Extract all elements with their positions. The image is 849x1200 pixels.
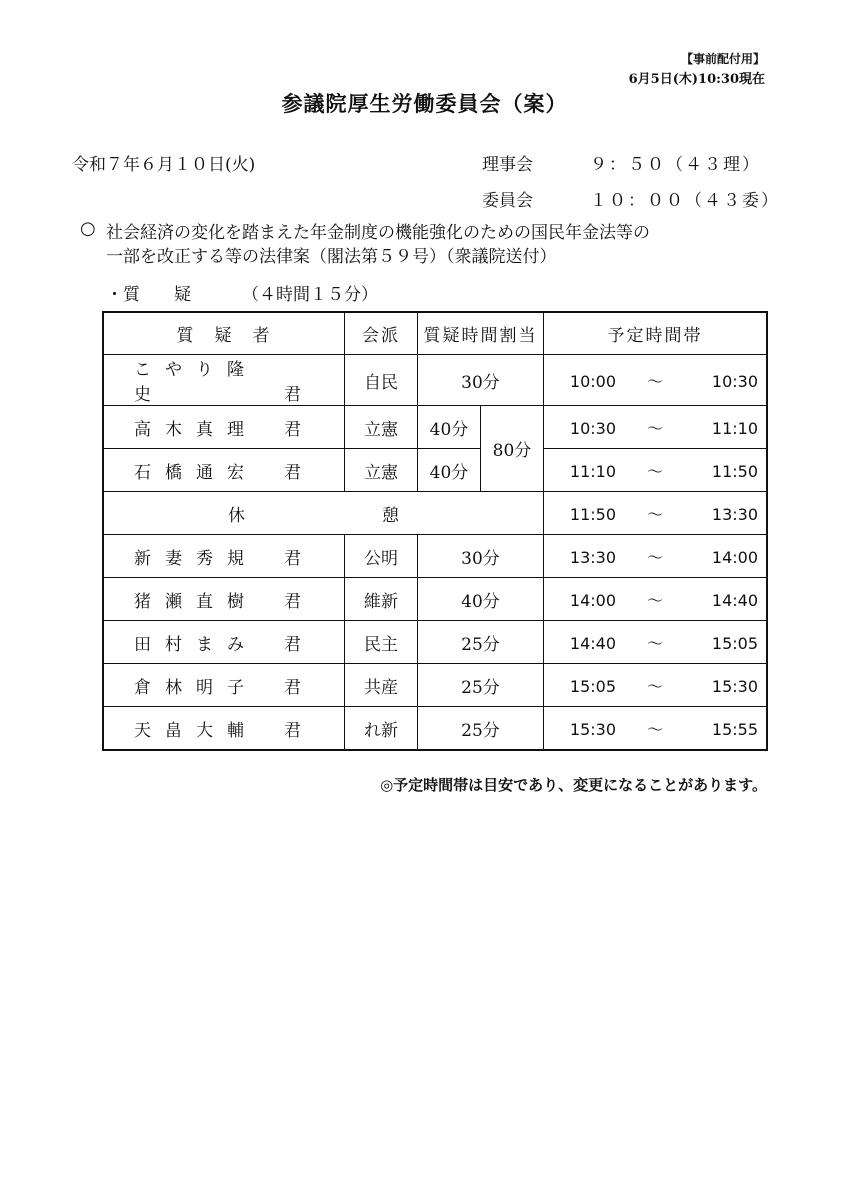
slot-start: 14:40 — [569, 633, 616, 653]
header-time-slot: 予定時間帯 — [544, 312, 768, 355]
table-header-row — [103, 312, 767, 355]
questioner-name — [103, 621, 345, 664]
slot-end: 14:00 — [711, 547, 758, 567]
slot-end: 15:55 — [711, 719, 758, 739]
slot-end: 15:05 — [711, 633, 758, 653]
party-cell: 維新 — [345, 578, 418, 621]
distribution-tag: 【事前配付用】 — [680, 52, 765, 66]
time-slot-cell — [544, 355, 768, 406]
honorific: 君 — [284, 385, 301, 405]
member-name: 高木真理 — [134, 419, 258, 440]
break-row — [103, 492, 767, 535]
slot-end: 14:40 — [711, 590, 758, 610]
time-slot-cell — [544, 707, 768, 751]
honorific: 君 — [284, 634, 301, 655]
slot-end: 10:30 — [711, 371, 758, 391]
time-slot-cell — [544, 621, 768, 664]
slot-start: 13:30 — [569, 547, 616, 567]
committee-meeting-time: １０：００（４３委） — [590, 191, 780, 211]
as-of-timestamp: 6月5日(木)10:30現在 — [628, 72, 765, 87]
allocation-cell: 25分 — [418, 621, 544, 664]
break-label: 休 憩 — [103, 492, 544, 535]
questioner-name — [103, 535, 345, 578]
slot-end: 11:50 — [711, 461, 758, 481]
range-tilde: ～ — [646, 719, 663, 739]
slot-end: 13:30 — [711, 504, 758, 524]
board-meeting-time: ９：５０（４３理） — [590, 155, 761, 175]
range-tilde: ～ — [646, 504, 663, 524]
committee-meeting-label: 委員会 — [482, 191, 533, 211]
questioning-schedule-table — [102, 311, 768, 751]
header-party: 会派 — [345, 312, 418, 355]
meeting-date: 令和７年６月１０日(火) — [72, 155, 256, 175]
questioner-name — [103, 406, 345, 449]
member-name: こやり隆史 — [134, 360, 258, 405]
slot-start: 15:05 — [569, 676, 616, 696]
member-name: 猪瀬直樹 — [134, 591, 258, 612]
bill-bullet-icon: ○ — [80, 218, 96, 239]
table-row — [103, 707, 767, 751]
qa-heading: ・質 疑 — [106, 285, 191, 305]
time-slot-cell — [544, 449, 768, 492]
questioner-name — [103, 664, 345, 707]
honorific: 君 — [284, 677, 301, 698]
table-row — [103, 535, 767, 578]
party-cell: 立憲 — [345, 406, 418, 449]
schedule-footnote: ◎予定時間帯は目安であり、変更になることがあります。 — [380, 776, 767, 794]
allocation-cell: 25分 — [418, 664, 544, 707]
range-tilde: ～ — [646, 371, 663, 391]
party-cell: 立憲 — [345, 449, 418, 492]
member-name: 石橋通宏 — [134, 462, 258, 483]
slot-start: 11:10 — [569, 461, 616, 481]
table-row — [103, 406, 767, 449]
time-slot-cell — [544, 535, 768, 578]
slot-start: 15:30 — [569, 719, 616, 739]
slot-end: 15:30 — [711, 676, 758, 696]
party-cell: 自民 — [345, 355, 418, 406]
bill-title-line-1: 社会経済の変化を踏まえた年金制度の機能強化のための国民年金法等の — [106, 223, 650, 243]
member-name: 天畠大輔 — [134, 720, 258, 741]
member-name: 倉林明子 — [134, 677, 258, 698]
bill-title-line-2: 一部を改正する等の法律案（閣法第５９号）（衆議院送付） — [106, 247, 557, 267]
combined-allocation-cell: 80分 — [481, 406, 544, 492]
slot-end: 11:10 — [711, 418, 758, 438]
allocation-cell: 40分 — [418, 406, 481, 449]
allocation-cell: 40分 — [418, 449, 481, 492]
party-cell: 共産 — [345, 664, 418, 707]
board-meeting-label: 理事会 — [482, 155, 533, 175]
slot-start: 14:00 — [569, 590, 616, 610]
honorific: 君 — [284, 720, 301, 741]
table-row — [103, 449, 767, 492]
header-questioner: 質 疑 者 — [103, 312, 345, 355]
time-slot-cell — [544, 578, 768, 621]
table-row — [103, 578, 767, 621]
qa-total-duration: （４時間１５分） — [242, 285, 378, 305]
table-row — [103, 664, 767, 707]
range-tilde: ～ — [646, 590, 663, 610]
slot-start: 10:30 — [569, 418, 616, 438]
honorific: 君 — [284, 462, 301, 483]
time-slot-cell — [544, 664, 768, 707]
time-slot-cell — [544, 492, 768, 535]
range-tilde: ～ — [646, 418, 663, 438]
questioner-name — [103, 355, 345, 406]
questioner-name — [103, 578, 345, 621]
member-name: 田村まみ — [134, 634, 258, 655]
range-tilde: ～ — [646, 547, 663, 567]
allocation-cell: 30分 — [418, 535, 544, 578]
time-slot-cell — [544, 406, 768, 449]
allocation-cell: 40分 — [418, 578, 544, 621]
member-name: 新妻秀規 — [134, 548, 258, 569]
slot-start: 11:50 — [569, 504, 616, 524]
document-title: 参議院厚生労働委員会（案） — [281, 91, 568, 116]
range-tilde: ～ — [646, 633, 663, 653]
honorific: 君 — [284, 591, 301, 612]
header-allocation: 質疑時間割当 — [418, 312, 544, 355]
party-cell: れ新 — [345, 707, 418, 751]
honorific: 君 — [284, 548, 301, 569]
questioner-name — [103, 707, 345, 751]
range-tilde: ～ — [646, 676, 663, 696]
allocation-cell: 30分 — [418, 355, 544, 406]
table-row — [103, 355, 767, 406]
range-tilde: ～ — [646, 461, 663, 481]
party-cell: 公明 — [345, 535, 418, 578]
slot-start: 10:00 — [569, 371, 616, 391]
table-row — [103, 621, 767, 664]
allocation-cell: 25分 — [418, 707, 544, 751]
questioner-name — [103, 449, 345, 492]
party-cell: 民主 — [345, 621, 418, 664]
honorific: 君 — [284, 419, 301, 440]
